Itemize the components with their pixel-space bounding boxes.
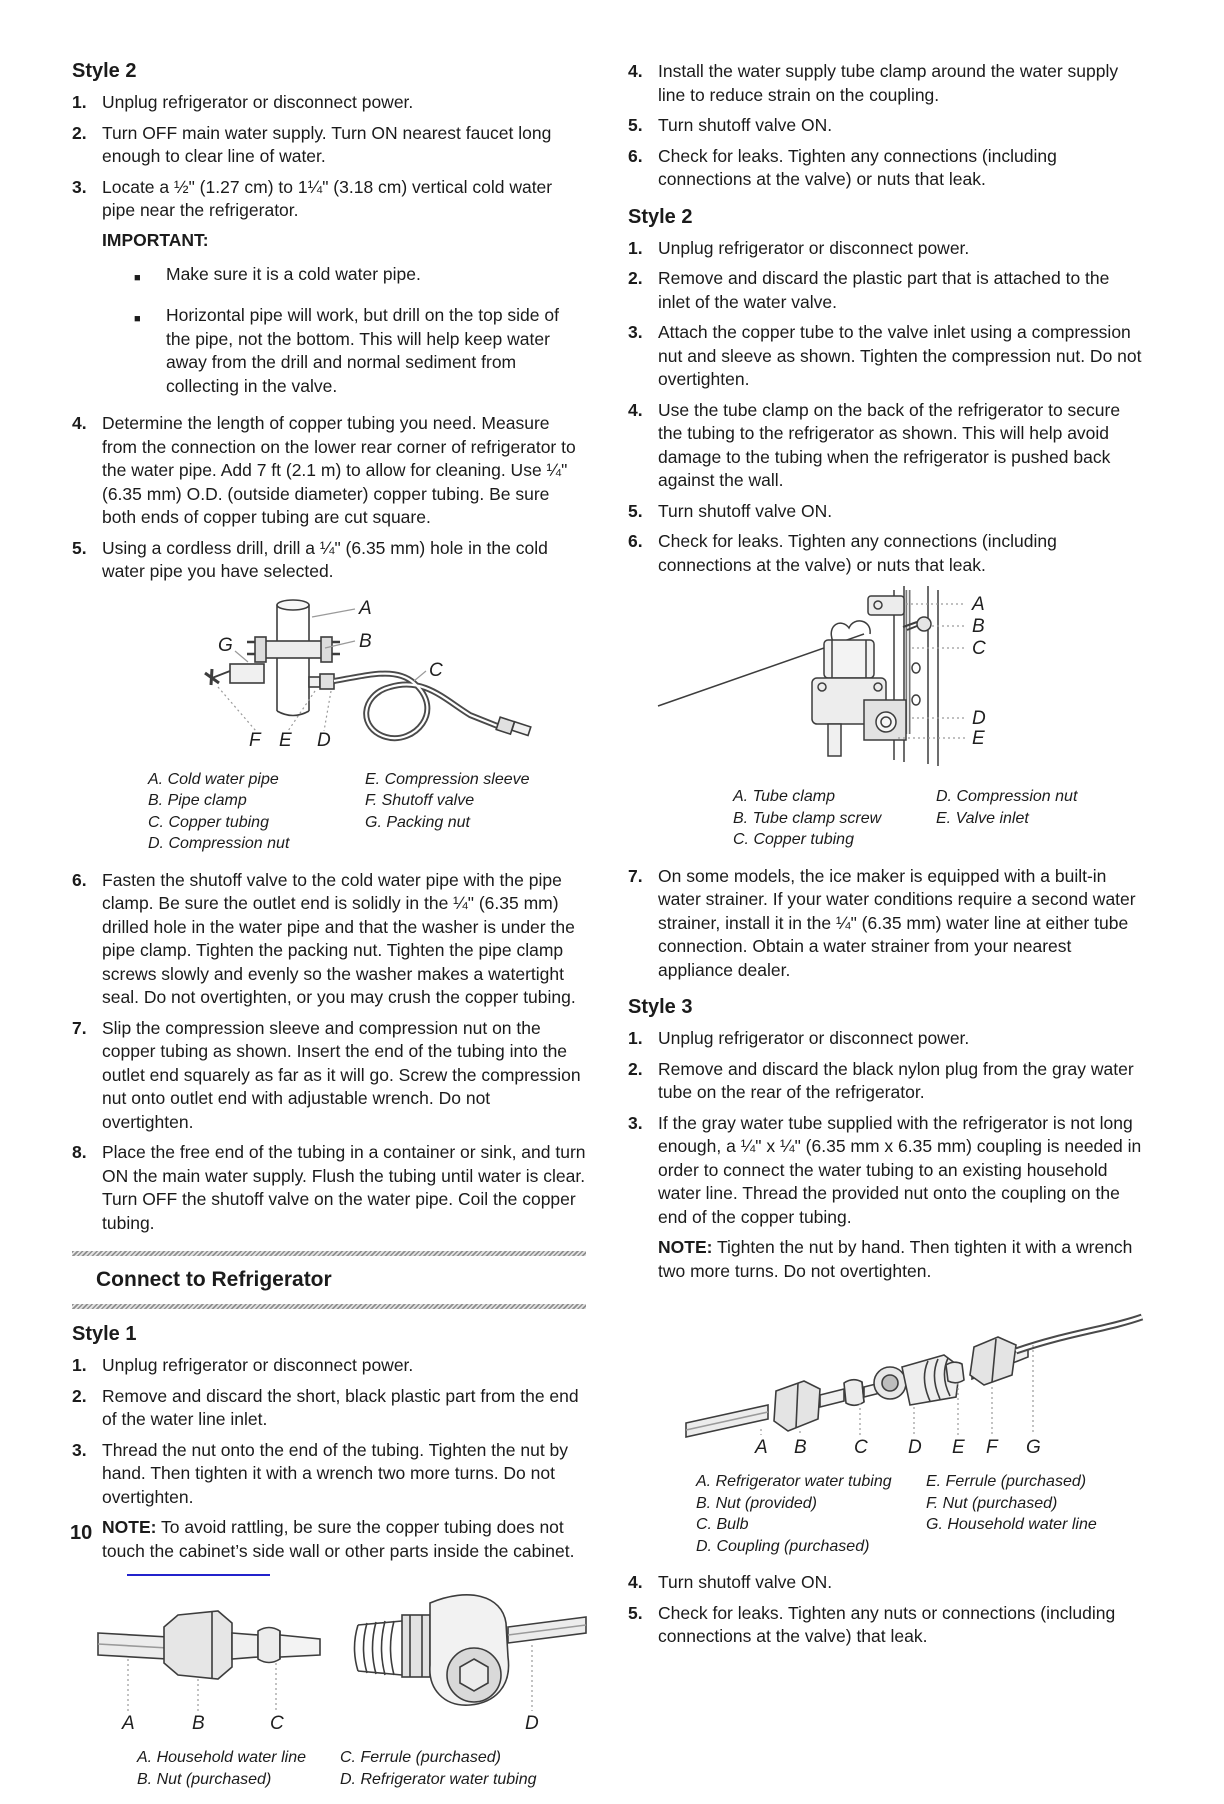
note-text: To avoid rattling, be sure the copper tubing does not touch the cabinet’s side wall or other parts inside the cabinet. [102,1517,575,1561]
step-number: 2. [72,1385,87,1406]
note-text: Tighten the nut by hand. Then tighten it with a wrench two more turns. Do not overtighten. [658,1237,1133,1281]
step-number: 5. [628,500,643,521]
step-number: 3. [72,176,87,197]
step-text: Check for leaks. Tighten any nuts or connections (including connections at the valve) that leak. [658,1602,1116,1646]
figure-caption [628,1471,1142,1557]
note-label: NOTE: [102,1517,157,1537]
caption-line: A. Household water line [137,1749,306,1766]
step [628,321,1142,392]
step [72,412,586,530]
step-text: Unplug refrigerator or disconnect power. [658,237,970,258]
caption-line: A. Tube clamp [733,788,835,805]
figure-label-e: E [972,728,985,749]
step-text: Fasten the shutoff valve to the cold water pipe with the pipe clamp. Be sure the outlet end is solidly in the ¼" (6.35 mm) drilled hole in the water pipe and that the washer is under the pipe clamp. Tighten the packing nut. Tighten the pipe clamp screws slowly and evenly so the washer makes a watertight seal. Do not overtighten, or you may crush the copper tubing. [102,869,576,1007]
step-number: 5. [72,537,87,558]
note-paragraph [102,1516,586,1563]
step [628,114,1142,138]
caption-line: A. Cold water pipe [148,770,279,788]
step-text: Thread the nut onto the end of the tubing. Tighten the nut by hand. Then tighten it with a wrench two more turns. Do not overtighten. [102,1439,569,1507]
step-number: 3. [72,1439,87,1460]
step-text: Remove and discard the short, black plastic part from the end of the water line inlet. [102,1385,579,1429]
caption-line: D. Compression nut [148,835,290,852]
figure-label-a: A [359,597,372,619]
step-number: 1. [72,1355,87,1375]
figure-label-d: D [908,1437,922,1458]
heading-style3: Style 3 [628,996,693,1018]
caption-column [926,1471,1097,1557]
step-number: 1. [628,237,643,258]
caption-line: E. Valve inlet [936,809,1029,827]
square-bullet-icon: ■ [134,313,141,325]
step-text: Remove and discard the plastic part that is attached to the inlet of the water valve. [658,268,1110,312]
step-text: Turn shutoff valve ON. [658,115,833,135]
caption-line: E. Compression sleeve [365,770,530,788]
step [72,91,586,115]
bullet-item [134,304,586,398]
caption-line: G. Household water line [926,1516,1097,1533]
figure-valve-inlet [628,584,1142,776]
caption-line: C. Copper tubing [148,813,269,831]
note-label: NOTE: [658,1237,713,1257]
figure-caption [72,1747,586,1790]
bullet-item [134,263,586,291]
step [72,1354,586,1378]
footer-blue-line [127,1574,270,1576]
step-number: 2. [628,268,643,288]
figure-label-d: D [525,1713,539,1734]
figure-label-a: A [972,594,985,615]
step-text: Turn shutoff valve ON. [658,1572,833,1592]
caption-line: C. Bulb [696,1516,749,1533]
figure-label-c: C [972,638,986,659]
step [72,1017,586,1135]
figure-label-e: E [952,1437,965,1458]
step [628,1112,1142,1230]
step-number: 4. [72,413,87,433]
figure-label-c: C [854,1437,868,1458]
step [72,537,586,584]
step-number: 7. [72,1017,87,1038]
step [72,1385,586,1432]
caption-line: B. Nut (provided) [696,1494,817,1512]
caption-column [148,769,365,855]
important-label: IMPORTANT: [102,229,209,250]
step [628,1571,1142,1595]
caption-column [340,1747,537,1790]
step [72,869,586,1010]
step [628,1058,1142,1105]
heading-style2-connect: Style 2 [628,205,693,228]
caption-line: G. Packing nut [365,813,470,831]
figure-shutoff-valve-on-pipe [72,591,586,759]
step [628,1602,1142,1649]
note-paragraph [658,1236,1142,1283]
step-text: Check for leaks. Tighten any connections (including connections at the valve) or nuts that leak. [658,145,1057,189]
step [72,1439,586,1510]
caption-line: C. Copper tubing [733,831,854,848]
figure-label-c: C [429,659,443,681]
step-number: 6. [628,145,643,166]
section-title-connect-to-refrigerator: Connect to Refrigerator [96,1268,332,1291]
caption-line: F. Shutoff valve [365,792,475,809]
caption-column [733,786,936,851]
figure-label-e: E [279,729,292,751]
figure-label-b: B [794,1437,807,1458]
step-text: Turn shutoff valve ON. [658,500,833,521]
figure-style1-connection [72,1575,586,1737]
caption-line: F. Nut (purchased) [926,1494,1058,1512]
step-number: 6. [628,531,643,551]
step [628,530,1142,577]
step-number: 6. [72,869,87,890]
caption-line: C. Ferrule (purchased) [340,1749,501,1766]
caption-line: D. Coupling (purchased) [696,1537,870,1555]
step-number: 5. [628,1602,643,1623]
figure-coupling-exploded [628,1295,1142,1461]
caption-column [936,786,1077,851]
step-number: 3. [628,322,643,342]
section-divider-bottom [72,1304,586,1309]
step-number: 2. [72,122,87,143]
figure-caption [72,769,586,855]
caption-line: A. Refrigerator water tubing [696,1473,892,1490]
caption-column [696,1471,926,1557]
step [628,145,1142,192]
step [628,1027,1142,1051]
step-text: Attach the copper tube to the valve inlet using a compression nut and sleeve as shown. Tighten the compression nut. Do not overtighten. [658,322,1142,389]
step-text: Determine the length of copper tubing you need. Measure from the connection on the lower rear corner of refrigerator to the water pipe. Add 7 ft (2.1 m) to allow for cleaning. Use ¼" (6.35 mm) O.D. (outside diameter) copper tubing. Be sure both ends of copper tubing are cut square. [102,413,576,527]
coupling-illustration [628,1295,1142,1461]
caption-line: E. Ferrule (purchased) [926,1473,1087,1490]
step-number: 2. [628,1058,643,1079]
step-text: Slip the compression sleeve and compression nut on the copper tubing as shown. Insert the end of the tubing into the outlet end squarely as far as it will go. Screw the compression nut onto outlet end with adjustable wrench. Do not overtighten. [102,1017,581,1132]
step [72,1141,586,1235]
step [628,399,1142,493]
step-text: Using a cordless drill, drill a ¼" (6.35 mm) hole in the cold water pipe you have selected. [102,537,548,581]
caption-line: B. Nut (purchased) [137,1770,272,1788]
step-number: 8. [72,1142,87,1162]
page-number: 10 [70,1522,93,1544]
figure-label-f: F [986,1437,998,1458]
bullet-text: Horizontal pipe will work, but drill on the top side of the pipe, not the bottom. This will help keep water away from the drill and normal sediment from collecting in the valve. [166,305,559,396]
figure-label-a: A [755,1437,768,1458]
figure-label-d: D [972,708,986,729]
figure-label-b: B [972,616,985,637]
bullet-text: Make sure it is a cold water pipe. [166,263,421,284]
caption-line: D. Refrigerator water tubing [340,1770,537,1788]
step-text: Unplug refrigerator or disconnect power. [102,1355,414,1375]
figure-label-a: A [122,1713,135,1734]
step-number: 1. [72,92,87,112]
section-header-box [72,1251,586,1309]
caption-line: B. Pipe clamp [148,792,247,809]
right-column [628,60,1142,1656]
step-text: Check for leaks. Tighten any connections (including connections at the valve) or nuts that leak. [658,531,1057,575]
step-text: Unplug refrigerator or disconnect power. [658,1028,970,1048]
figure-caption [628,786,1142,851]
left-column [72,60,586,1804]
caption-column [365,769,530,855]
step-text: Install the water supply tube clamp around the water supply line to reduce strain on the coupling. [658,61,1119,105]
heading-style1: Style 1 [72,1323,137,1345]
step-text: Turn OFF main water supply. Turn ON nearest faucet long enough to clear line of water. [102,122,552,166]
figure-label-g: G [1026,1437,1041,1458]
step-text: Use the tube clamp on the back of the refrigerator to secure the tubing to the refrigerator as shown. This will help avoid damage to the tubing when the refrigerator is pushed back against the wall. [658,399,1121,490]
caption-line: B. Tube clamp screw [733,809,882,827]
step-text: Locate a ½" (1.27 cm) to 1¼" (3.18 cm) vertical cold water pipe near the refrigerator. [102,176,553,220]
caption-line: D. Compression nut [936,788,1078,805]
step-number: 1. [628,1028,643,1048]
step-number: 3. [628,1112,643,1133]
heading-style2-water-supply: Style 2 [72,60,137,82]
step [72,176,586,223]
step [628,237,1142,261]
figure-label-c: C [270,1713,284,1734]
step-number: 4. [628,399,643,420]
figure-label-b: B [359,630,372,652]
step-text: Unplug refrigerator or disconnect power. [102,92,414,112]
step-text: Place the free end of the tubing in a container or sink, and turn ON the main water supply. Flush the tubing until water is clear. Turn OFF the shutoff valve on the water pipe. Coil the copper tubing. [102,1142,586,1233]
step [628,865,1142,983]
step [628,60,1142,107]
square-bullet-icon: ■ [134,271,141,284]
step-text: If the gray water tube supplied with the refrigerator is not long enough, a ¼" x ¼" (6.35 mm x 6.35 mm) coupling is needed in order to connect the water tubing to an existing household water line. Thread the provided nut onto the coupling on the end of the copper tubing. [658,1112,1142,1227]
step-number: 4. [628,61,643,81]
step-number: 4. [628,1572,643,1592]
step [628,267,1142,314]
figure-label-g: G [218,634,233,656]
step [628,500,1142,524]
step-number: 5. [628,115,643,135]
figure-label-b: B [192,1713,205,1734]
valve-inlet-illustration [628,584,1142,776]
step [72,122,586,169]
caption-column [137,1747,340,1790]
figure-label-f: F [249,729,261,751]
step-text: Remove and discard the black nylon plug from the gray water tube on the rear of the refrigerator. [658,1058,1134,1102]
figure-label-d: D [317,729,331,751]
step-text: On some models, the ice maker is equipped with a built-in water strainer. If your water conditions require a second water strainer, install it in the ¼" (6.35 mm) water line at either tube connection. Obtain a water strainer from your nearest appliance dealer. [658,865,1136,980]
connection-parts-illustration [72,1575,586,1737]
step-number: 7. [628,865,643,886]
